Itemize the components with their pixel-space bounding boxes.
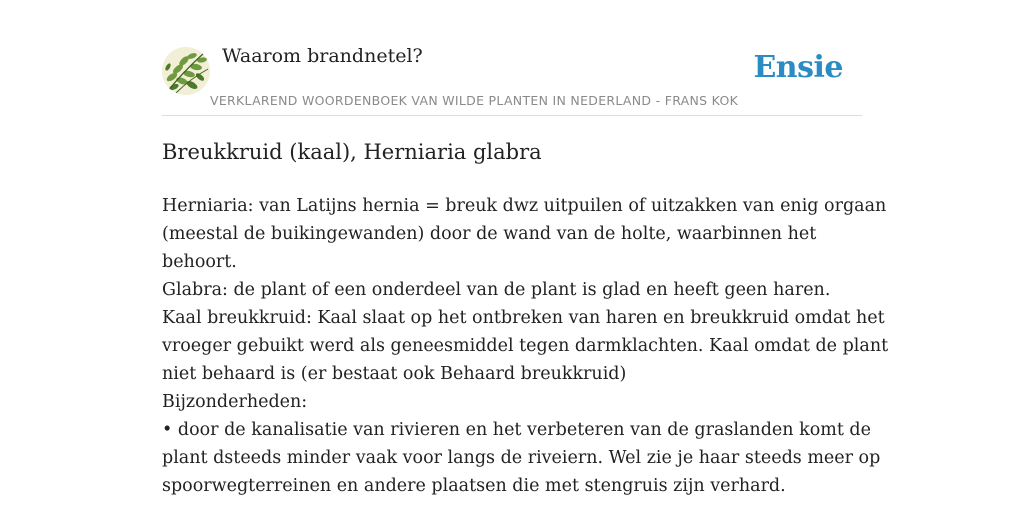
- body-line: Herniaria: van Latijns hernia = breuk dwz uitpuilen of uitzakken van enig orgaan: [162, 196, 887, 216]
- brand-logo[interactable]: Ensie: [753, 50, 843, 85]
- body-line: plant dsteeds minder vaak voor langs de riveiern. Wel zie je haar steeds meer op: [162, 448, 881, 468]
- question-link[interactable]: Waarom brandnetel?: [222, 45, 423, 67]
- body-line: spoorwegterreinen en andere plaatsen die met stengruis zijn verhard.: [162, 476, 786, 496]
- entry-body: [162, 192, 889, 500]
- body-line: (meestal de buikingewanden) door de wand van de holte, waarbinnen het: [162, 224, 817, 244]
- body-line: niet behaard is (er bestaat ook Behaard breukkruid): [162, 364, 627, 384]
- entry-title: Breukkruid (kaal), Herniaria glabra: [162, 140, 542, 164]
- body-line: • door de kanalisatie van rivieren en het verbeteren van de graslanden komt de: [162, 420, 871, 440]
- body-line: behoort.: [162, 252, 237, 272]
- body-line: Kaal breukkruid: Kaal slaat op het ontbreken van haren en breukkruid omdat het: [162, 308, 885, 328]
- header-divider: [162, 115, 862, 116]
- dictionary-source[interactable]: VERKLAREND WOORDENBOEK VAN WILDE PLANTEN IN NEDERLAND - FRANS KOK: [210, 93, 739, 108]
- body-line: Bijzonderheden:: [162, 392, 308, 412]
- body-line: Glabra: de plant of een onderdeel van de plant is glad en heeft geen haren.: [162, 280, 831, 300]
- fern-leaf-icon: [162, 47, 210, 95]
- body-line: vroeger gebuikt werd als geneesmiddel tegen darmklachten. Kaal omdat de plant: [162, 336, 889, 356]
